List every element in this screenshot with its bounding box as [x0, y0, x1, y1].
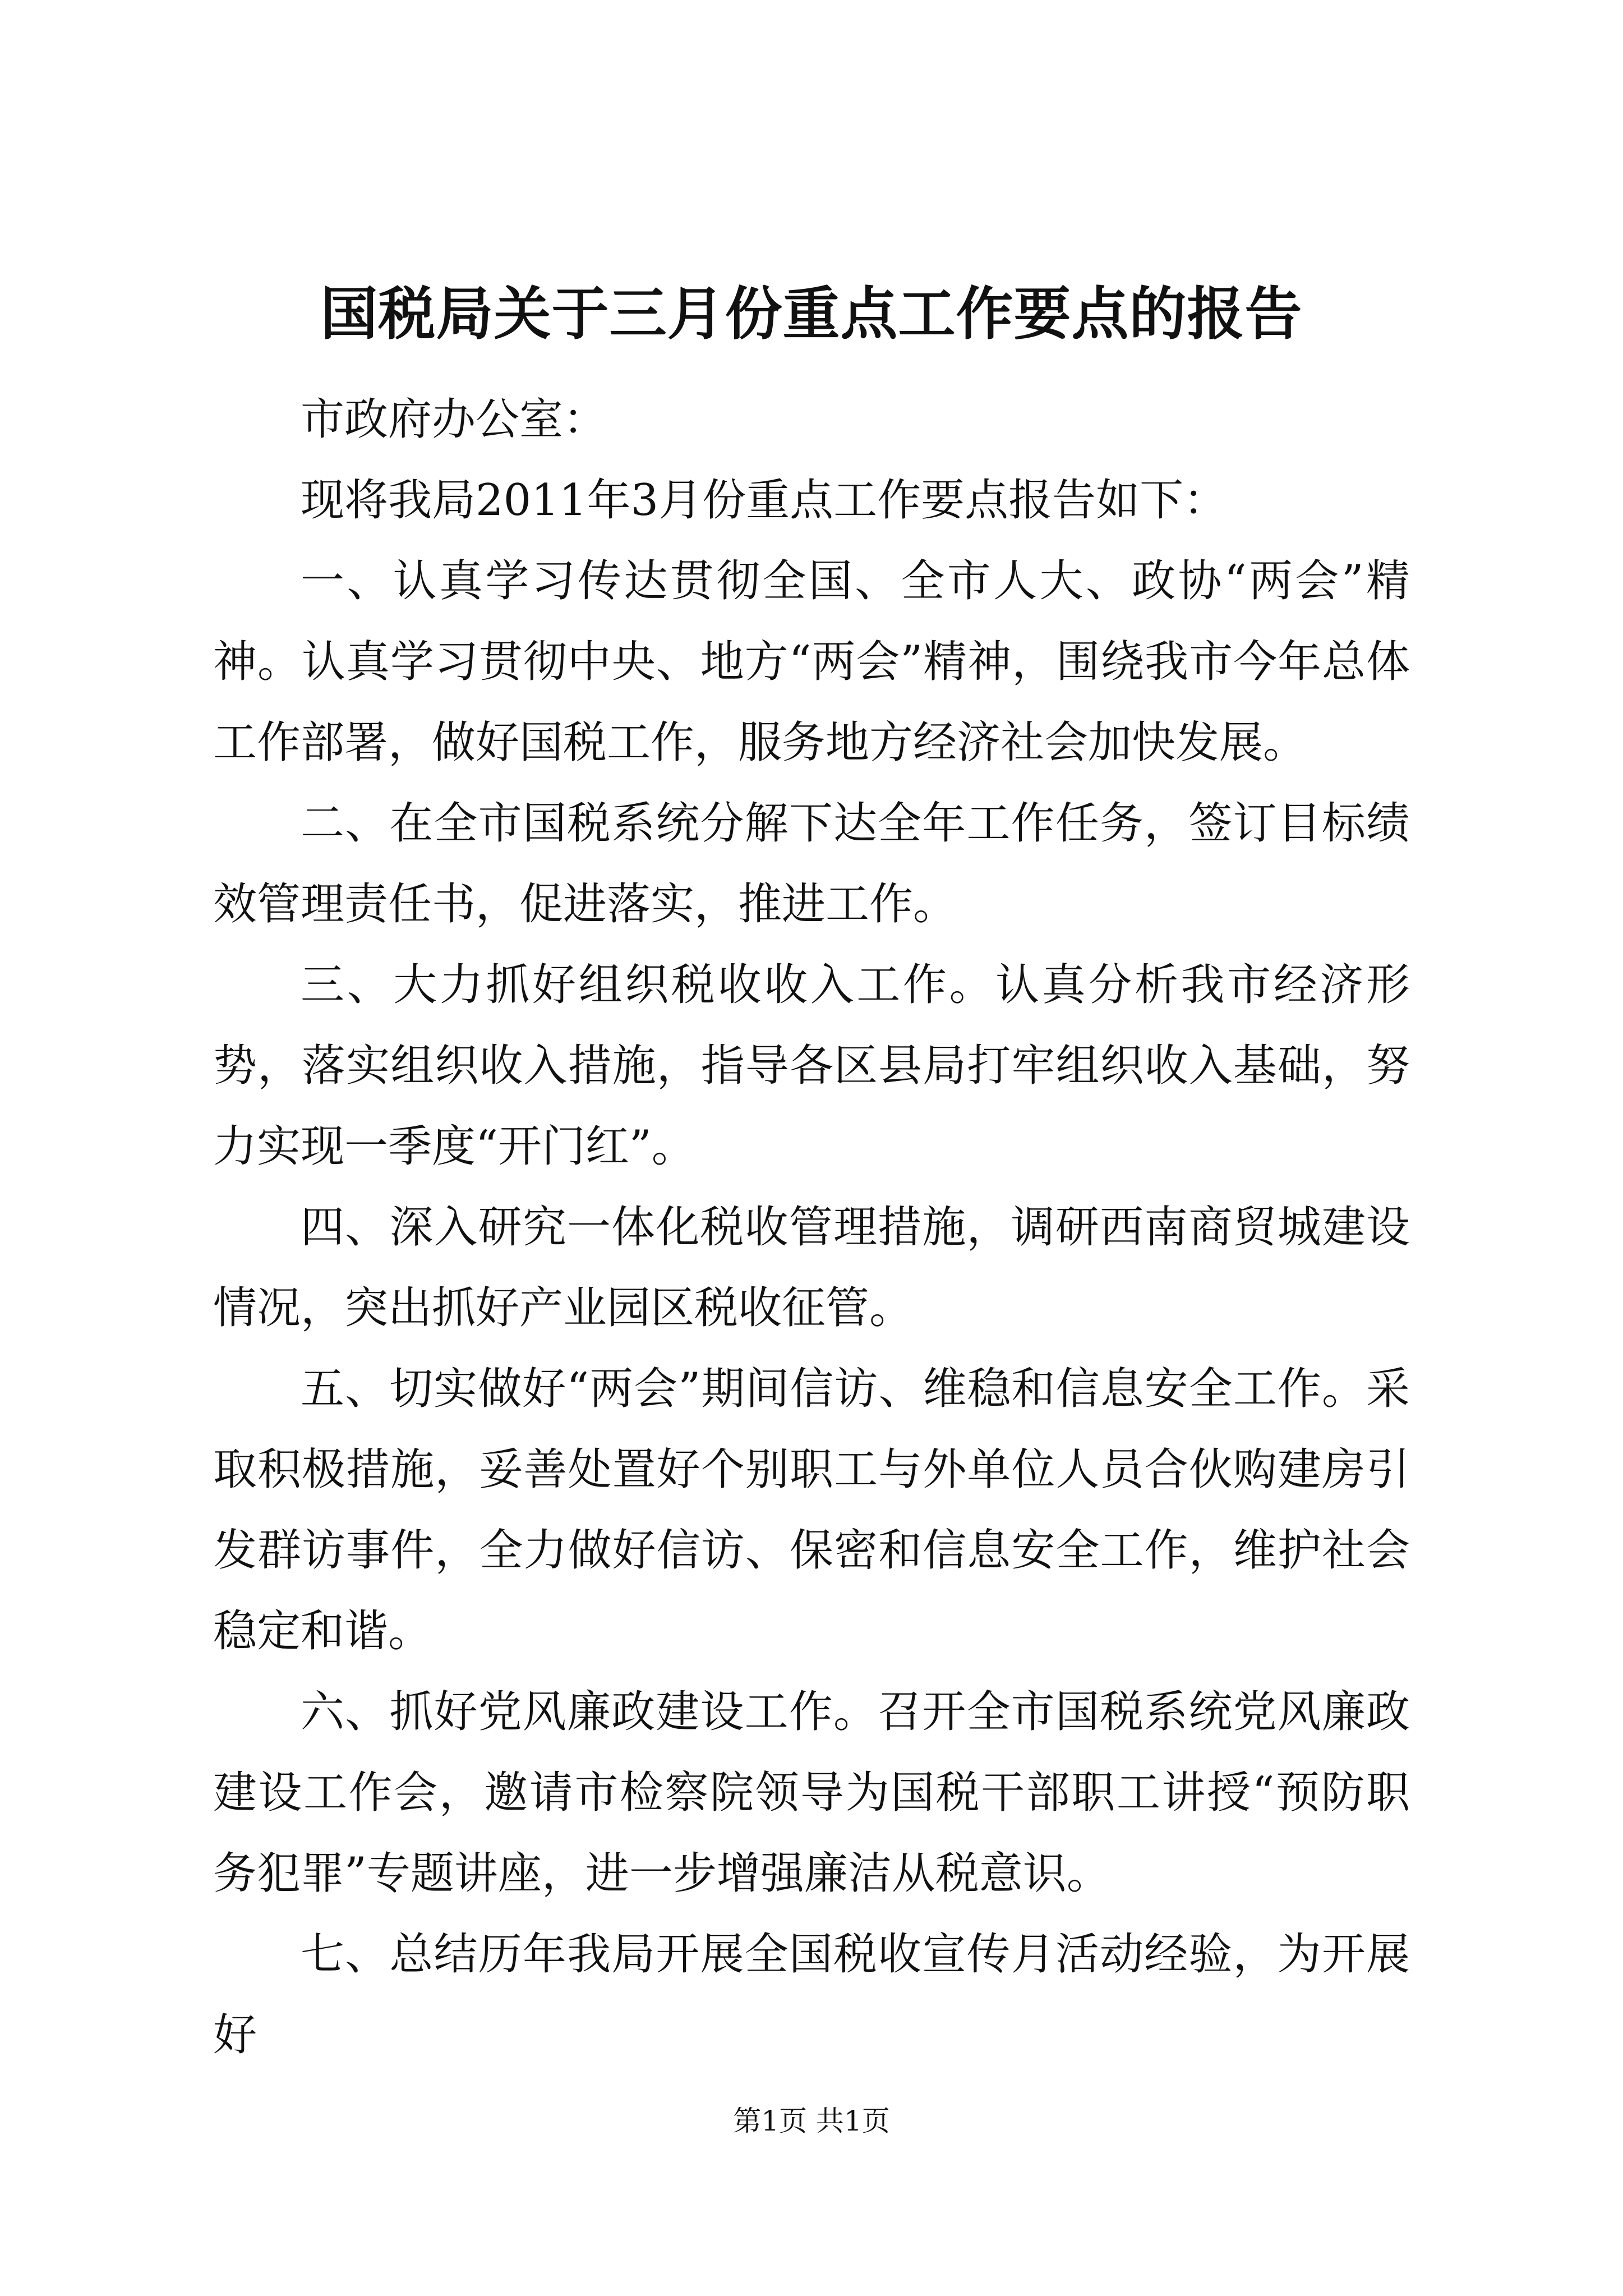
document-body [213, 379, 1410, 2076]
item-paragraph-4: 四、深入研究一体化税收管理措施，调研西南商贸城建设情况，突出抓好产业园区税收征管。 [213, 1202, 1410, 1333]
item-paragraph-5: 五、切实做好“两会”期间信访、维稳和信息安全工作。采取积极措施，妥善处置好个别职工与外单位人员合伙购建房引发群访事件，全力做好信访、保密和信息安全工作，维护社会稳定和谐。 [213, 1364, 1410, 1657]
item-paragraph-3: 三、大力抓好组织税收收入工作。认真分析我市经济形势，落实组织收入措施，指导各区县局打牢组织收入基础，努力实现一季度“开门红”。 [213, 960, 1410, 1172]
page-footer: 第1页 共1页 [733, 2105, 890, 2137]
document-title: 国税局关于三月份重点工作要点的报告 [320, 280, 1303, 348]
addressee: 市政府办公室： [301, 394, 607, 445]
intro-paragraph: 现将我局2011年3月份重点工作要点报告如下： [301, 475, 1228, 526]
item-paragraph-1: 一、认真学习传达贯彻全国、全市人大、政协“两会”精神。认真学习贯彻中央、地方“两会”精神，围绕我市今年总体工作部署，做好国税工作，服务地方经济社会加快发展。 [213, 556, 1410, 768]
item-paragraph-2: 二、在全市国税系统分解下达全年工作任务，签订目标绩效管理责任书，促进落实，推进工作。 [213, 798, 1410, 930]
item-paragraph-7: 七、总结历年我局开展全国税收宣传月活动经验，为开展好 [213, 1929, 1410, 2060]
item-paragraph-6: 六、抓好党风廉政建设工作。召开全市国税系统党风廉政建设工作会，邀请市检察院领导为国税干部职工讲授“预防职务犯罪”专题讲座，进一步增强廉洁从税意识。 [213, 1687, 1410, 1899]
